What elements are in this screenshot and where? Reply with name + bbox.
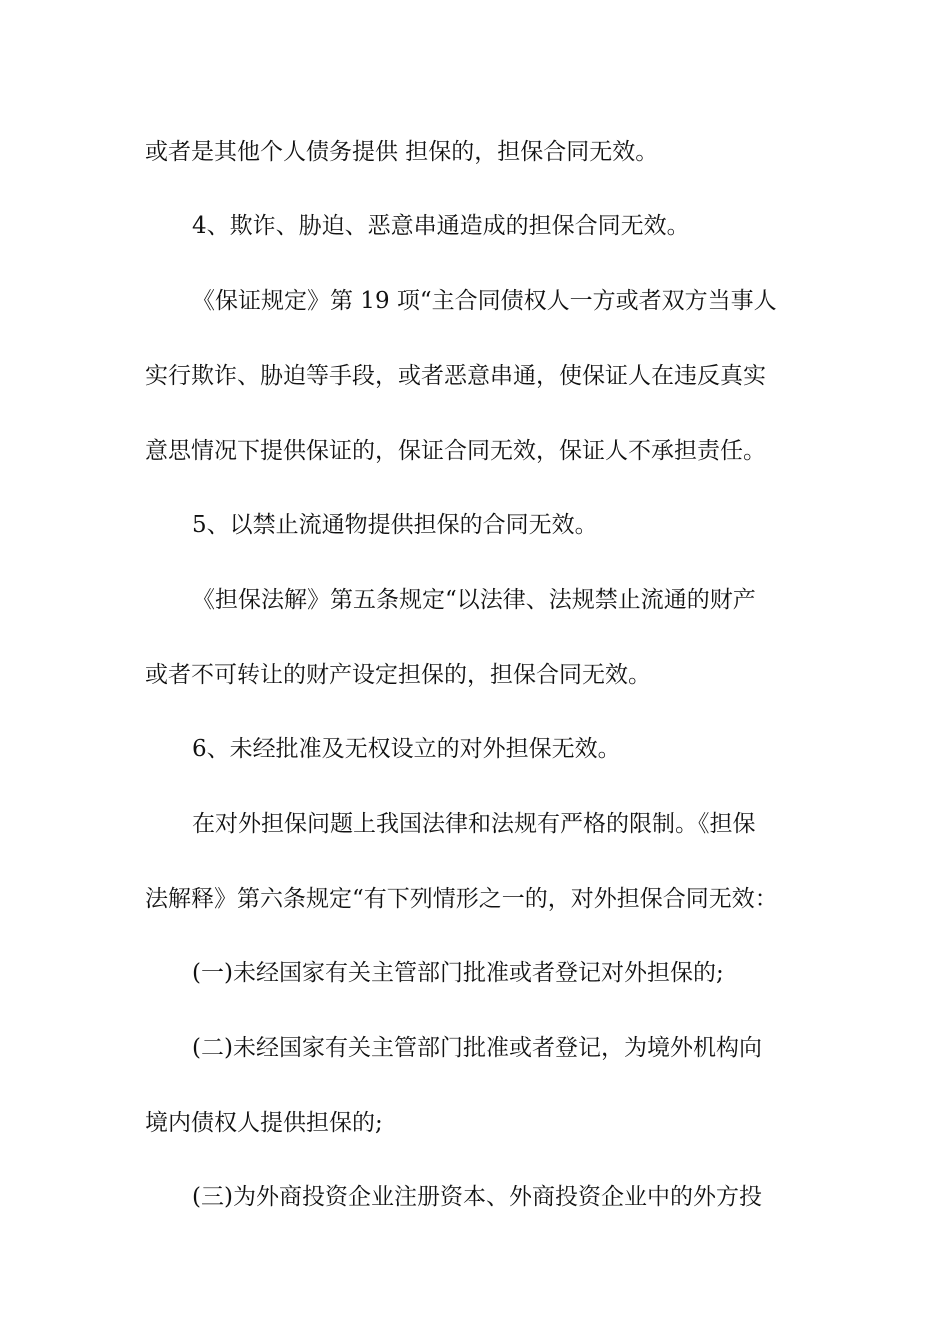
text-line: 5、以禁止流通物提供担保的合同无效。 [192,512,598,538]
text-line: 《保证规定》第 19 项“主合同债权人一方或者双方当事人 [192,288,777,314]
text-line: (一)未经国家有关主管部门批准或者登记对外担保的; [192,960,724,986]
text-line: (三)为外商投资企业注册资本、外商投资企业中的外方投 [192,1184,762,1210]
text-line: 在对外担保问题上我国法律和法规有严格的限制。《担保 [192,811,756,837]
text-line: 或者不可转让的财产设定担保的，担保合同无效。 [145,662,651,688]
text-line: 4、欺诈、胁迫、恶意串通造成的担保合同无效。 [192,213,690,239]
text-line: 实行欺诈、胁迫等手段，或者恶意串通，使保证人在违反真实 [145,363,766,389]
text-line: 《担保法解》第五条规定“以法律、法规禁止流通的财产 [192,587,756,613]
text-line: (二)未经国家有关主管部门批准或者登记，为境外机构向 [192,1035,762,1061]
text-line: 境内债权人提供担保的; [145,1110,383,1136]
text-line: 意思情况下提供保证的，保证合同无效，保证人不承担责任。 [145,438,766,464]
text-line: 或者是其他个人债务提供 担保的，担保合同无效。 [145,139,659,165]
text-line: 6、未经批准及无权设立的对外担保无效。 [192,736,621,762]
text-line: 法解释》第六条规定“有下列情形之一的，对外担保合同无效： [145,886,778,912]
